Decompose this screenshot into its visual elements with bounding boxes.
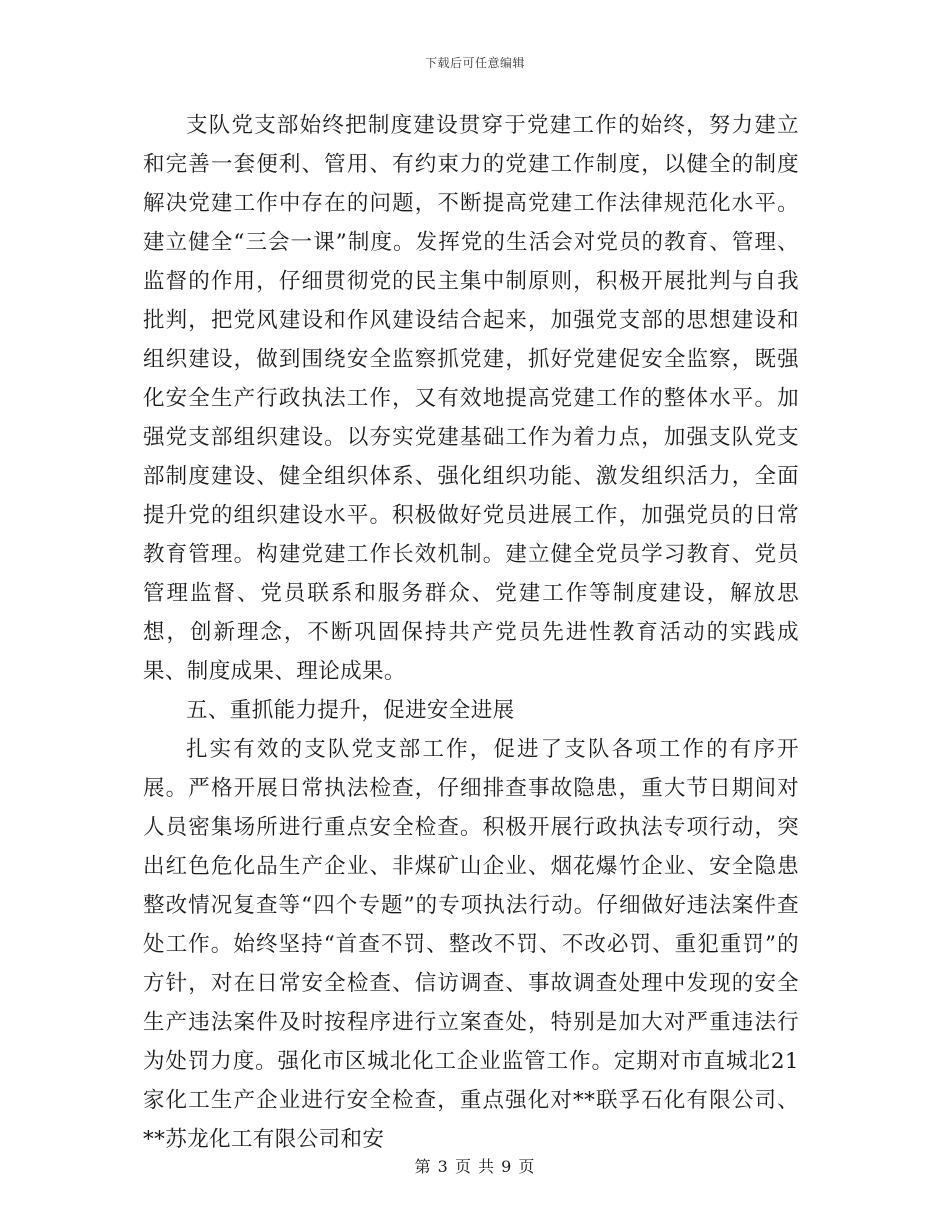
body-paragraph-2: 扎实有效的支队党支部工作，促进了支队各项工作的有序开展。严格开展日常执法检查，仔细排查事故隐患，重大节日期间对人员密集场所进行重点安全检查。积极开展行政执法专项行动，突出红色危化品生产企业、非煤矿山企业、烟花爆竹企业、安全隐患整改情况复查等“四个专题”的专项执法行动。仔细做好违法案件查处工作。始终坚持“首查不罚、整改不罚、不改必罚、重犯重罚”的方针，对在日常安全检查、信访调查、事故调查处理中发现的安全生产违法案件及时按程序进行立案查处，特别是加大对严重违法行为处罚力度。强化市区城北化工企业监管工作。定期对市直城北21家化工生产企业进行安全检查，重点强化对**联孚石化有限公司、**苏龙化工有限公司和安 [143, 737, 799, 1152]
document-body [143, 106, 799, 1159]
section-heading-5: 五、重抓能力提升，促进安全进展 [186, 698, 515, 723]
page-footer: 第 3 页 共 9 页 [414, 1157, 536, 1176]
body-paragraph-1: 支队党支部始终把制度建设贯穿于党建工作的始终，努力建立和完善一套便利、管用、有约束力的党建工作制度，以健全的制度解决党建工作中存在的问题，不断提高党建工作法律规范化水平。建立健全“三会一课”制度。发挥党的生活会对党员的教育、管理、监督的作用，仔细贯彻党的民主集中制原则，积极开展批判与自我批判，把党风建设和作风建设结合起来，加强党支部的思想建设和组织建设，做到围绕安全监察抓党建，抓好党建促安全监察，既强化安全生产行政执法工作，又有效地提高党建工作的整体水平。加强党支部组织建设。以夯实党建基础工作为着力点，加强支队党支部制度建设、健全组织体系、强化组织功能、激发组织活力，全面提升党的组织建设水平。积极做好党员进展工作，加强党员的日常教育管理。构建党建工作长效机制。建立健全党员学习教育、党员管理监督、党员联系和服务群众、党建工作等制度建设，解放思想，创新理念，不断巩固保持共产党员先进性教育活动的实践成果、制度成果、理论成果。 [143, 113, 799, 684]
page-header: 下载后可任意编辑 [424, 56, 525, 70]
